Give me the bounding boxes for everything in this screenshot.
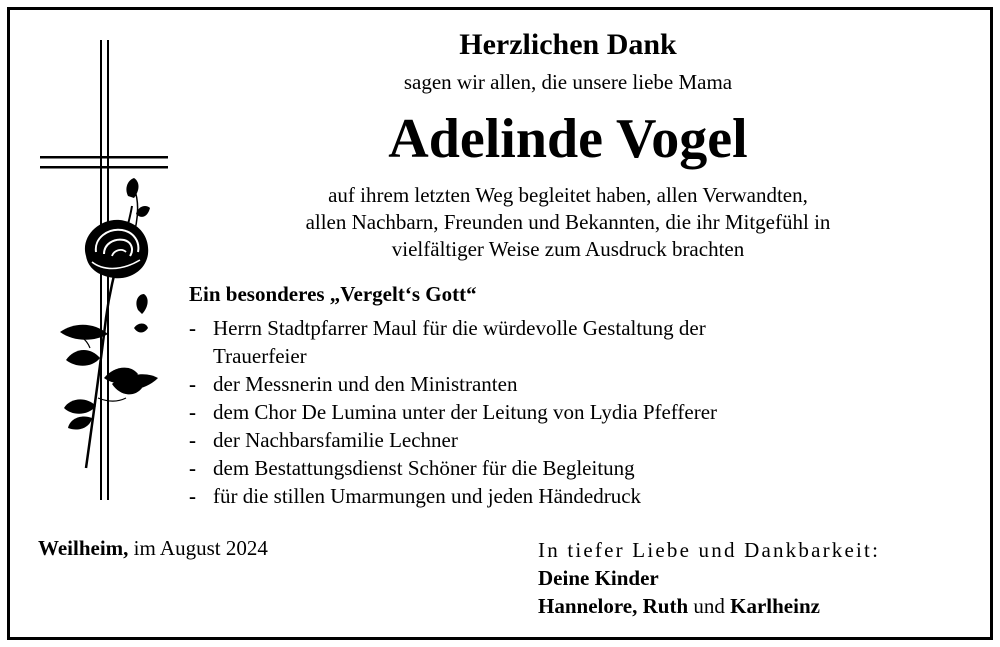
place-date [38,536,268,561]
list-item [189,398,717,426]
list-item-text: für die stillen Umarmungen und jeden Händedruck [213,484,642,508]
list-item-text: dem Chor De Lumina unter der Leitung von Lydia Pfefferer [213,400,718,424]
signers-names [538,592,880,620]
list-item-text: der Messnerin und den Ministranten [213,372,518,396]
signer-conjunction: und [693,594,725,618]
notice-subtitle: sagen wir allen, die unsere liebe Mama [403,70,733,94]
list-item [189,370,717,398]
list-item-text: der Nachbarsfamilie Lechner [213,428,458,452]
list-item-text: dem Bestattungsdienst Schöner für die Begleitung [213,456,635,480]
dash-bullet: - [189,400,196,424]
dash-bullet: - [189,372,196,396]
list-item-text: Herrn Stadtpfarrer Maul für die würdevolle Gestaltung der [213,316,706,340]
list-item [189,426,717,454]
dash-bullet: - [189,428,196,452]
thanks-message-line: auf ihrem letzten Weg begleitet haben, allen Verwandten, [328,183,808,207]
signers-line: Deine Kinder [538,566,659,590]
closing-phrase: In tiefer Liebe und Dankbarkeit: [538,538,881,562]
thanks-message-line: allen Nachbarn, Freunden und Bekannten, die ihr Mitgefühl in [305,210,831,234]
deceased-name: Adelinde Vogel [388,108,748,170]
signer-names-first: Hannelore, Ruth [538,594,689,618]
place-name: Weilheim, [38,536,129,560]
list-item [189,454,717,482]
list-item [189,314,717,370]
dash-bullet: - [189,484,196,508]
date-text: im August 2024 [133,536,268,560]
cross-with-rose-icon [38,38,178,518]
list-item [189,482,717,510]
signer-name-last: Karlheinz [730,594,820,618]
thanks-message-line: vielfältiger Weise zum Ausdruck brachten [391,237,745,261]
dash-bullet: - [189,316,196,340]
thanks-message [180,182,956,263]
dash-bullet: - [189,456,196,480]
special-thanks-list [189,314,717,510]
special-thanks-heading: Ein besonderes „Vergelt‘s Gott“ [189,282,477,306]
closing-block [538,536,880,620]
list-item-text-continued: Trauerfeier [213,344,307,368]
notice-title: Herzlichen Dank [459,28,677,61]
